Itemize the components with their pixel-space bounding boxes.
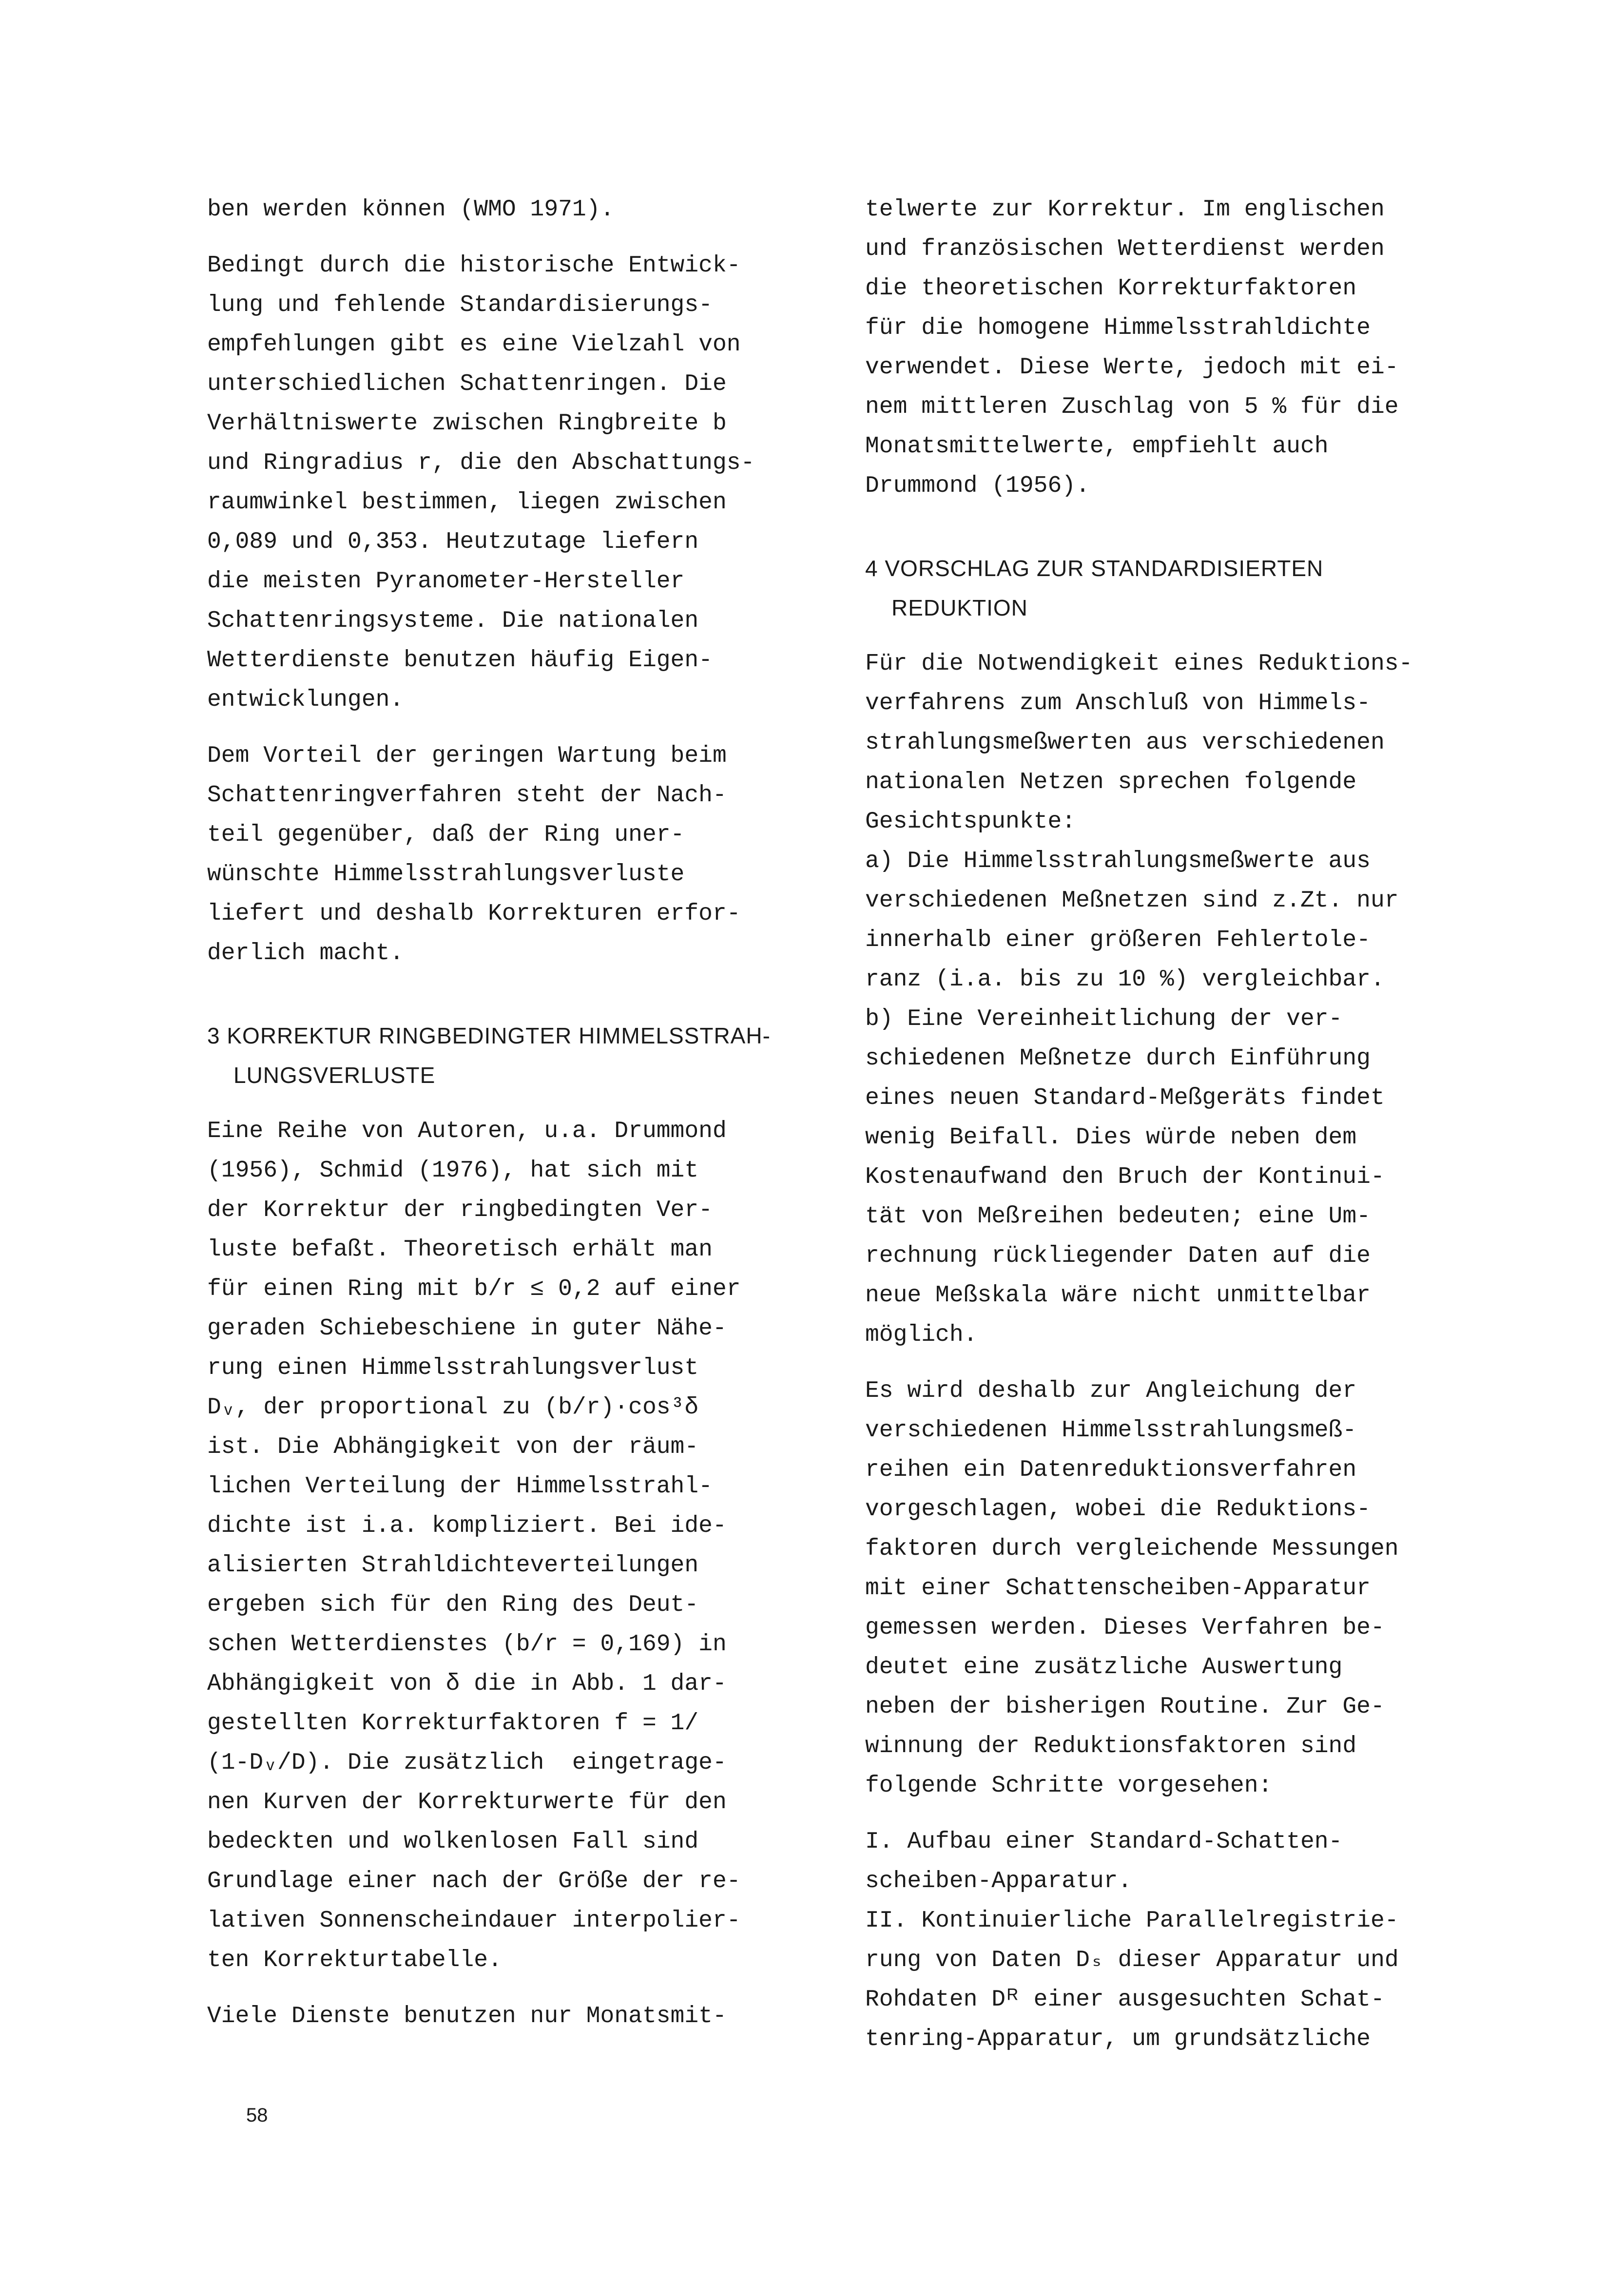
text-line: wenig Beifall. Dies würde neben dem [865, 1124, 1357, 1151]
block-gap [207, 1095, 836, 1112]
text-line: winnung der Reduktionsfaktoren sind [865, 1733, 1357, 1759]
text-line: Es wird deshalb zur Angleichung der [865, 1378, 1357, 1404]
text-line: empfehlungen gibt es eine Vielzahl von [207, 331, 741, 358]
text-line: raumwinkel bestimmen, liegen zwischen [207, 489, 727, 516]
text-line: Viele Dienste benutzen nur Monatsmit- [207, 2003, 727, 2029]
text-line: für einen Ring mit b/r ≤ 0,2 auf einer [207, 1276, 741, 1302]
section-heading [865, 549, 1494, 628]
block-gap [865, 1806, 1494, 1822]
text-line: Abhängigkeit von δ die in Abb. 1 dar- [207, 1671, 727, 1697]
text-line: neben der bisherigen Routine. Zur Ge- [865, 1694, 1385, 1720]
text-line: Gesichtspunkte: [865, 809, 1076, 835]
block-gap [207, 1980, 836, 1997]
text-line: teil gegenüber, daß der Ring uner- [207, 822, 685, 848]
text-line: Schattenringverfahren steht der Nach- [207, 782, 727, 809]
text-line: neue Meßskala wäre nicht unmittelbar [865, 1282, 1371, 1309]
text-line: schen Wetterdienstes (b/r = 0,169) in [207, 1631, 727, 1658]
text-line: tät von Meßreihen bedeuten; eine Um- [865, 1203, 1371, 1230]
text-line: folgende Schritte vorgesehen: [865, 1773, 1273, 1799]
text-line: Eine Reihe von Autoren, u.a. Drummond [207, 1118, 727, 1144]
text-line: b) Eine Vereinheitlichung der ver- [865, 1006, 1343, 1032]
text-line: (1-Dᵥ/D). Die zusätzlich eingetrage- [207, 1750, 727, 1776]
section-heading [207, 1016, 836, 1095]
text-line: für die homogene Himmelsstrahldichte [865, 315, 1371, 341]
text-line: eines neuen Standard-Meßgeräts findet [865, 1085, 1385, 1111]
block-gap [865, 1355, 1494, 1371]
heading-line: 3 KORREKTUR RINGBEDINGTER HIMMELSSTRAH- [207, 1023, 771, 1048]
text-line: lichen Verteilung der Himmelsstrahl- [207, 1473, 713, 1500]
text-line: scheiben-Apparatur. [865, 1868, 1132, 1894]
paragraph [865, 644, 1494, 1355]
text-line: lung und fehlende Standardisierungs- [207, 292, 713, 318]
text-line: Kostenaufwand den Bruch der Kontinui- [865, 1164, 1385, 1190]
block-gap [207, 720, 836, 736]
text-line: alisierten Strahldichteverteilungen [207, 1552, 699, 1579]
paragraph [865, 1822, 1494, 2059]
text-line: a) Die Himmelsstrahlungsmeßwerte aus [865, 848, 1371, 874]
text-line: reihen ein Datenreduktionsverfahren [865, 1457, 1357, 1483]
text-line: die meisten Pyranometer-Hersteller [207, 568, 685, 595]
text-line: und Ringradius r, die den Abschattungs- [207, 450, 755, 476]
text-line: verschiedenen Meßnetzen sind z.Zt. nur [865, 888, 1399, 914]
heading-line: REDUKTION [891, 595, 1028, 620]
text-line: Für die Notwendigkeit eines Reduktions- [865, 651, 1413, 677]
text-line: entwicklungen. [207, 687, 404, 713]
block-gap [865, 506, 1494, 549]
text-line: geraden Schiebeschiene in guter Nähe- [207, 1315, 727, 1342]
paragraph [865, 190, 1494, 506]
page-number: 58 [246, 2104, 268, 2126]
paragraph [207, 736, 836, 973]
text-line: möglich. [865, 1322, 978, 1348]
text-line: gemessen werden. Dieses Verfahren be- [865, 1615, 1385, 1641]
text-line: vorgeschlagen, wobei die Reduktions- [865, 1496, 1371, 1523]
text-line: Dem Vorteil der geringen Wartung beim [207, 743, 727, 769]
text-line: nationalen Netzen sprechen folgende [865, 769, 1357, 795]
text-line: Verhältniswerte zwischen Ringbreite b [207, 410, 727, 437]
paragraph [865, 1371, 1494, 1806]
text-line: nem mittleren Zuschlag von 5 % für die [865, 394, 1399, 420]
text-line: mit einer Schattenscheiben-Apparatur [865, 1575, 1371, 1602]
text-line: telwerte zur Korrektur. Im englischen [865, 196, 1385, 223]
text-line: Bedingt durch die historische Entwick- [207, 252, 741, 279]
heading-line: 4 VORSCHLAG ZUR STANDARDISIERTEN [865, 556, 1324, 581]
text-line: I. Aufbau einer Standard-Schatten- [865, 1829, 1343, 1855]
block-gap [865, 628, 1494, 644]
text-line: deutet eine zusätzliche Auswertung [865, 1654, 1343, 1680]
text-line: (1956), Schmid (1976), hat sich mit [207, 1158, 699, 1184]
text-line: rung von Daten Dₛ dieser Apparatur und [865, 1947, 1399, 1973]
text-line: 0,089 und 0,353. Heutzutage liefern [207, 529, 699, 555]
text-line: Schattenringsysteme. Die nationalen [207, 608, 699, 634]
text-line: die theoretischen Korrekturfaktoren [865, 275, 1357, 302]
text-line: gestellten Korrekturfaktoren f = 1/ [207, 1710, 699, 1737]
text-line: strahlungsmeßwerten aus verschiedenen [865, 730, 1385, 756]
text-line: Drummond (1956). [865, 473, 1090, 499]
text-line: nen Kurven der Korrekturwerte für den [207, 1789, 727, 1815]
text-line: verschiedenen Himmelsstrahlungsmeß- [865, 1417, 1357, 1444]
text-line: wünschte Himmelsstrahlungsverluste [207, 861, 685, 888]
paragraph [207, 1112, 836, 1980]
block-gap [207, 230, 836, 246]
text-line: Wetterdienste benutzen häufig Eigen- [207, 647, 713, 674]
text-line: rung einen Himmelsstrahlungsverlust [207, 1355, 699, 1381]
text-line: ranz (i.a. bis zu 10 %) vergleichbar. [865, 966, 1385, 993]
text-line: Dᵥ, der proportional zu (b/r)·cos³δ [207, 1394, 699, 1421]
text-line: verwendet. Diese Werte, jedoch mit ei- [865, 354, 1399, 381]
text-line: liefert und deshalb Korrekturen erfor- [207, 901, 741, 927]
text-line: der Korrektur der ringbedingten Ver- [207, 1197, 713, 1223]
text-line: bedeckten und wolkenlosen Fall sind [207, 1829, 699, 1855]
text-line: lativen Sonnenscheindauer interpolier- [207, 1908, 741, 1934]
text-line: faktoren durch vergleichende Messungen [865, 1536, 1399, 1562]
text-line: schiedenen Meßnetze durch Einführung [865, 1045, 1371, 1072]
text-line: verfahrens zum Anschluß von Himmels- [865, 690, 1371, 716]
text-line: ergeben sich für den Ring des Deut- [207, 1592, 699, 1618]
text-line: unterschiedlichen Schattenringen. Die [207, 371, 727, 397]
text-line: tenring-Apparatur, um grundsätzliche [865, 2026, 1371, 2052]
text-line: und französischen Wetterdienst werden [865, 236, 1385, 262]
text-line: rechnung rückliegender Daten auf die [865, 1243, 1371, 1269]
text-line: ten Korrekturtabelle. [207, 1947, 502, 1973]
text-line: Rohdaten Dᴿ einer ausgesuchten Schat- [865, 1987, 1385, 2013]
right-column [865, 190, 1494, 2059]
text-line: Grundlage einer nach der Größe der re- [207, 1868, 741, 1894]
heading-line: LUNGSVERLUSTE [233, 1062, 436, 1088]
block-gap [207, 973, 836, 1016]
text-line: innerhalb einer größeren Fehlertole- [865, 927, 1371, 953]
paragraph [207, 246, 836, 720]
paragraph [207, 190, 836, 230]
text-line: ist. Die Abhängigkeit von der räum- [207, 1434, 699, 1460]
text-line: derlich macht. [207, 940, 404, 966]
text-line: ben werden können (WMO 1971). [207, 196, 615, 223]
text-line: Monatsmittelwerte, empfiehlt auch [865, 433, 1329, 460]
paragraph [207, 1997, 836, 2036]
text-line: dichte ist i.a. kompliziert. Bei ide- [207, 1513, 727, 1539]
left-column [207, 190, 836, 2036]
text-line: luste befaßt. Theoretisch erhält man [207, 1236, 713, 1263]
text-line: II. Kontinuierliche Parallelregistrie- [865, 1908, 1399, 1934]
